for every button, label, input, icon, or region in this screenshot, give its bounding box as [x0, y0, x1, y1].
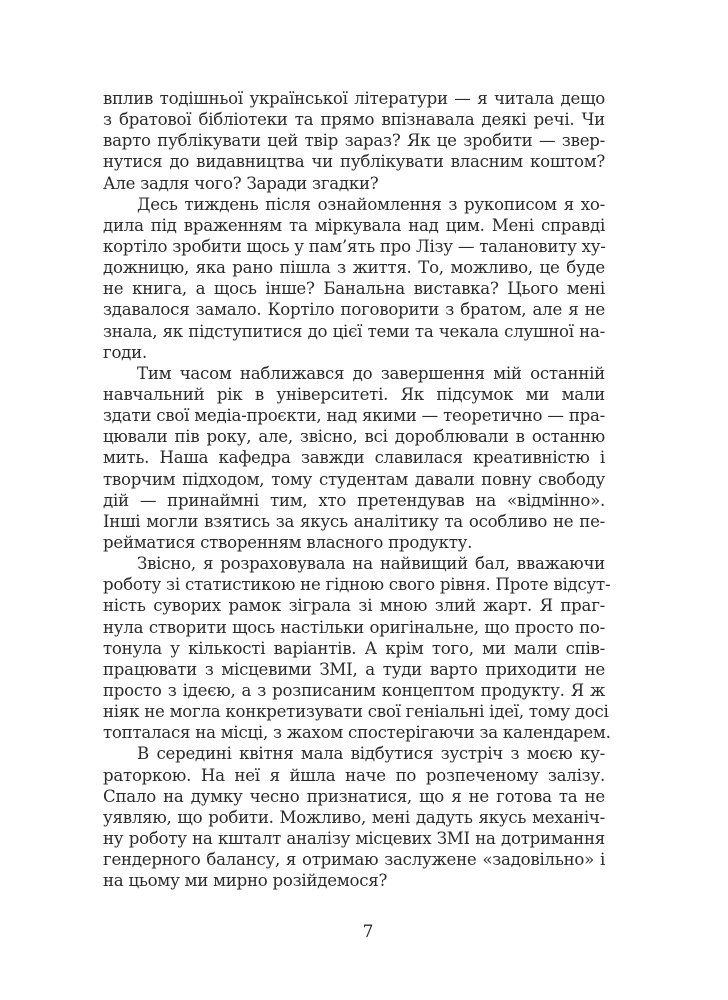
text-line: не книга, а щось інше? Банальна виставка? Цього мені [103, 279, 605, 299]
text-line: годи. [103, 342, 147, 362]
paragraph-5 [103, 743, 605, 891]
paragraph-3 [103, 363, 605, 553]
text-line: ніяк не могла конкретизувати свої геніальні ідеї, тому досі [103, 702, 609, 722]
text-line: ну роботу на кшталт аналізу місцевих ЗМІ на дотримання [103, 828, 605, 848]
text-line: дила під враженням та міркувала над цим. Мені справді [103, 215, 605, 235]
text-line: Інші могли взятись за якусь аналітику та особливо не пе- [103, 511, 605, 531]
text-line: знала, як підступитися до цієї теми та чекала слушної на- [103, 321, 605, 341]
text-line: варто публікувати цей твір зараз? Як це зробити — звер- [103, 131, 605, 151]
text-line: кортіло зробити щось у пам’ять про Лізу — талановиту ху- [103, 236, 606, 256]
text-line: Тим часом наближався до завершення мій останній [137, 363, 605, 383]
text-line: В середині квітня мала відбутися зустріч з моєю ку- [137, 744, 605, 764]
text-line: працювати з місцевими ЗМІ, а туди варто приходити не [103, 659, 605, 679]
text-line: ність суворих рамок зіграла зі мною злий жарт. Я праг- [103, 596, 605, 616]
text-line: цювали пів року, але, звісно, всі дороблювали в останню [103, 427, 605, 447]
text-line: на цьому ми мирно розійдемося? [103, 871, 388, 891]
text-line: творчим підходом, тому студентам давали повну свободу [103, 469, 605, 489]
text-line: навчальний рік в університеті. Як підсумок ми мали [103, 384, 605, 404]
text-line: топталася на місці, з жахом спостерігаючи за календарем. [103, 723, 611, 743]
text-line: нутися до видавництва чи публікувати власним коштом? [103, 152, 605, 172]
text-line: просто з ідеєю, а з розписаним концептом продукту. Я ж [103, 680, 605, 700]
paragraph-1 [103, 88, 605, 194]
text-line: Але задля чого? Заради згадки? [103, 173, 379, 193]
text-line: мить. Наша кафедра завжди славилася креативністю і [103, 448, 605, 468]
text-line: вплив тодішньої української літератури — я читала дещо [103, 89, 605, 108]
text-line: Спало на думку чесно признатися, що я не готова та не [103, 786, 605, 806]
page-body [103, 88, 611, 891]
page-number: 7 [362, 922, 374, 942]
text-line: Звісно, я розраховувала на найвищий бал, вважаючи [137, 554, 605, 574]
text-line: Десь тиждень після ознайомлення з рукописом я хо- [137, 194, 605, 214]
paragraph-2 [103, 194, 605, 363]
text-line: гендерного балансу, я отримаю заслужене «задовільно» і [103, 850, 605, 870]
text-line: дожницю, яка рано пішла з життя. То, можливо, це буде [103, 258, 605, 278]
text-line: рейматися створенням власного продукту. [103, 532, 473, 552]
text-line: дій — принаймні тим, хто претендував на «відмінно». [103, 490, 605, 510]
text-line: раторкою. На неї я йшла наче по розпеченому залізу. [103, 765, 605, 785]
paragraph-4 [103, 553, 611, 743]
text-line: роботу зі статистикою не гідною свого рівня. Проте відсут- [103, 575, 611, 595]
text-line: здавалося замало. Кортіло поговорити з братом, але я не [103, 300, 605, 320]
text-line: тонула у кількості варіантів. А крім того, ми мали спів- [103, 638, 605, 658]
text-line: з братової бібліотеки та прямо впізнавала деякі речі. Чи [103, 110, 605, 130]
text-line: нула створити щось настільки оригінальне, що просто по- [103, 617, 605, 637]
text-line: уявляю, що робити. Можливо, мені дадуть якусь механіч- [103, 807, 605, 827]
text-line: здати свої медіа-проєкти, над якими — теоретично — пра- [103, 406, 605, 426]
